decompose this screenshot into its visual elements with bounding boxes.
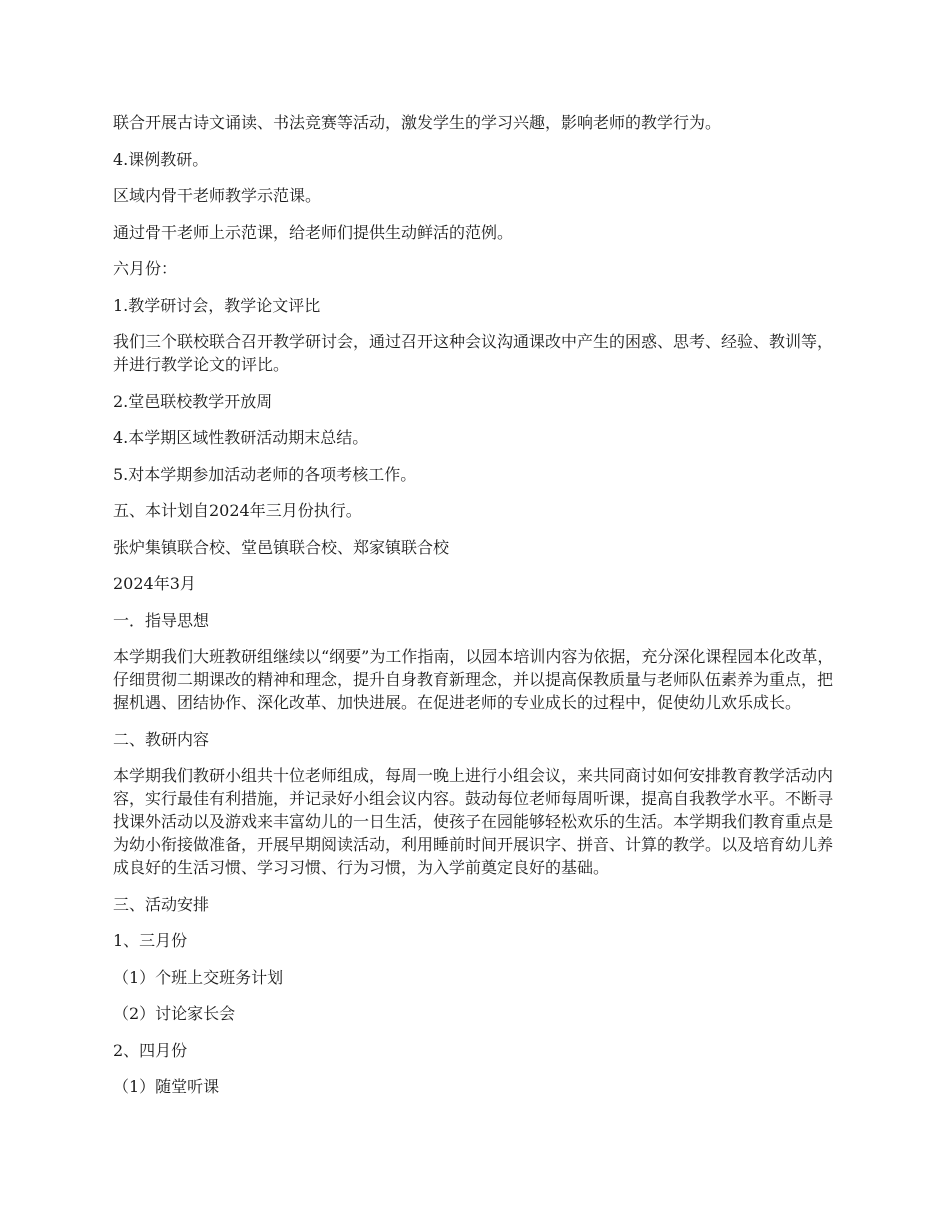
item-class-observation: （1）随堂听课: [113, 1077, 220, 1096]
item-assessment: 5.对本学期参加活动老师的各项考核工作。: [113, 464, 417, 484]
heading-activity-schedule: 三、活动安排: [113, 894, 210, 914]
heading-april: 2、四月份: [113, 1040, 188, 1060]
paragraph-seminar-detail: 我们三个联校联合召开教学研讨会，通过召开这种会议沟通课改中产生的困惑、思考、经验、教训等，并进行教学论文的评比。: [113, 332, 834, 374]
paragraph-demo-purpose: 通过骨干老师上示范课，给老师们提供生动鲜活的范例。: [113, 222, 514, 242]
item-class-plan: （1）个班上交班务计划: [113, 967, 284, 987]
heading-plan-execution: 五、本计划自2024年三月份执行。: [113, 501, 362, 520]
heading-lesson-research: 4.课例教研。: [113, 149, 209, 169]
paragraph-guiding-ideology: 本学期我们大班教研组继续以“纲要”为工作指南，以园本培训内容为依据，充分深化课程园本化改革，仔细贯彻二期课改的精神和理念，提升自身教育新理念，并以提高保教质量与老师队伍素养为重点，把握机遇、团结协作、深化改革、加快进展。在促进老师的专业成长的过程中，促使幼儿欢乐成长。: [113, 647, 834, 712]
paragraph-research-content: 本学期我们教研小组共十位老师组成，每周一晚上进行小组会议，来共同商讨如何安排教育教学活动内容，实行最佳有利措施，并记录好小组会议内容。鼓动每位老师每周听课，提高自我教学水平。不断寻找课外活动以及游戏来丰富幼儿的一日生活，使孩子在园能够轻松欢乐的生活。本学期我们教育重点是为幼小衔接做准备，开展早期阅读活动，利用睡前时间开展识字、拼音、计算的教学。以及培育幼儿养成良好的生活习惯、学习习惯、行为习惯，为入学前奠定良好的基础。: [113, 766, 834, 877]
item-seminar: 1.教学研讨会，教学论文评比: [113, 295, 321, 315]
item-open-week: 2.堂邑联校教学开放周: [113, 391, 273, 411]
paragraph-demo-lessons: 区域内骨干老师教学示范课。: [113, 186, 322, 205]
paragraph-schools: 张炉集镇联合校、堂邑镇联合校、郑家镇联合校: [113, 537, 450, 557]
paragraph-date: 2024年3月: [113, 574, 196, 593]
heading-june: 六月份：: [113, 259, 178, 278]
heading-research-content: 二、教研内容: [113, 729, 210, 749]
heading-march: 1、三月份: [113, 931, 188, 950]
item-term-summary: 4.本学期区域性教研活动期末总结。: [113, 428, 369, 447]
heading-guiding-ideology: 一．指导思想: [113, 610, 210, 630]
item-parent-meeting: （2）讨论家长会: [113, 1004, 236, 1023]
document-body: [113, 111, 840, 1112]
paragraph-activities: 联合开展古诗文诵读、书法竞赛等活动，激发学生的学习兴趣，影响老师的教学行为。: [113, 113, 722, 132]
